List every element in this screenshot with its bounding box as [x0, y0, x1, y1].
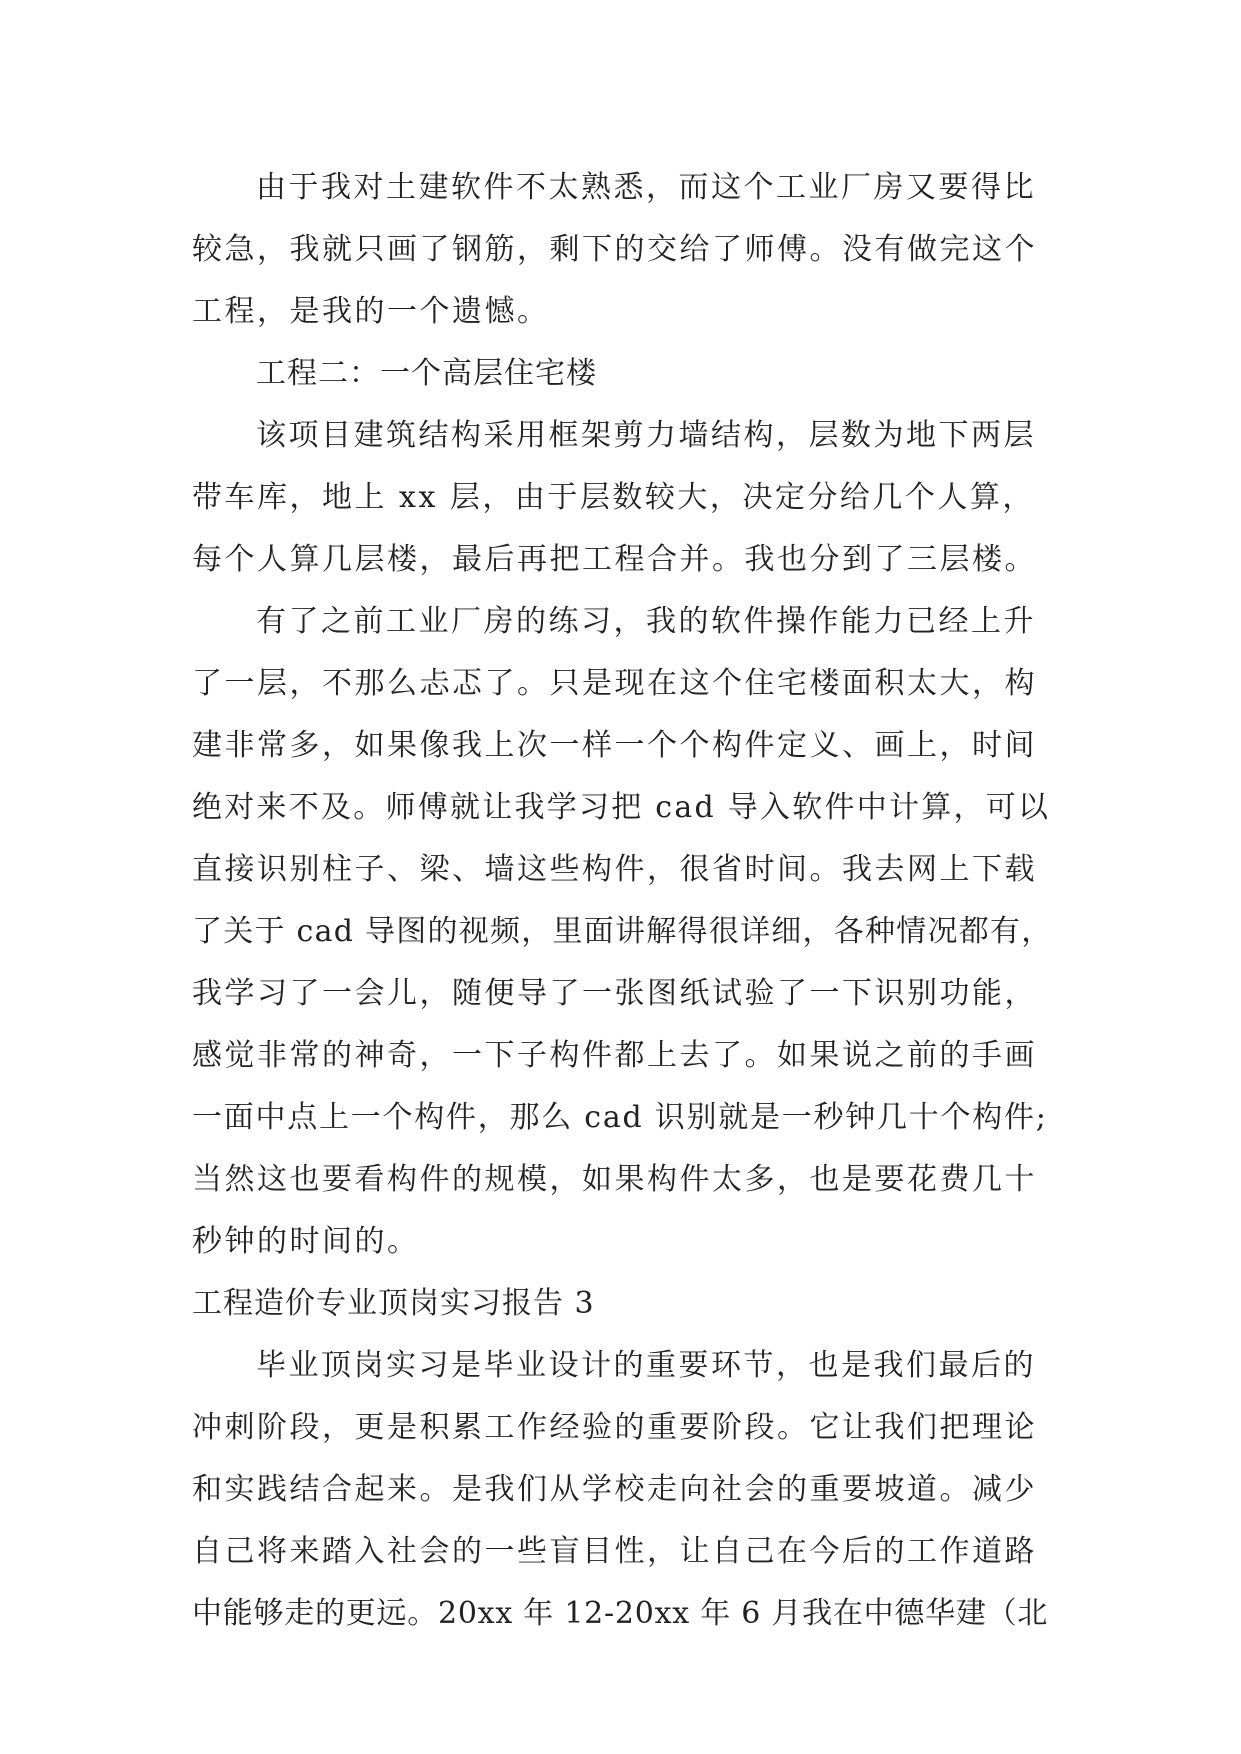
paragraph-line: 我学习了一会儿，随便导了一张图纸试验了一下识别功能， [192, 976, 1037, 1011]
paragraph-line: 建非常多，如果像我上次一样一个个构件定义、画上，时间 [192, 728, 1037, 763]
paragraph-line: 较急，我就只画了钢筋，剩下的交给了师傅。没有做完这个 [192, 232, 1037, 267]
paragraph-line: 冲刺阶段，更是积累工作经验的重要阶段。它让我们把理论 [192, 1410, 1037, 1445]
paragraph-line: 一面中点上一个构件，那么 cad 识别就是一秒钟几十个构件; [192, 1100, 1048, 1135]
section-title: 工程造价专业顶岗实习报告 3 [192, 1286, 595, 1321]
paragraph-line: 工程，是我的一个遗憾。 [192, 294, 550, 329]
paragraph-line: 有了之前工业厂房的练习，我的软件操作能力已经上升 [256, 604, 1036, 639]
paragraph-line: 感觉非常的神奇，一下子构件都上去了。如果说之前的手画 [192, 1038, 1037, 1073]
paragraph-line: 自己将来踏入社会的一些盲目性，让自己在今后的工作道路 [192, 1534, 1037, 1569]
paragraph-line: 带车库，地上 xx 层，由于层数较大，决定分给几个人算， [192, 480, 1035, 515]
paragraph-line: 中能够走的更远。20xx 年 12-20xx 年 6 月我在中德华建（北 [192, 1596, 1049, 1631]
paragraph-line: 了一层，不那么忐忑了。只是现在这个住宅楼面积太大，构 [192, 666, 1037, 701]
project-heading: 工程二：一个高层住宅楼 [256, 356, 597, 391]
paragraph-line: 了关于 cad 导图的视频，里面讲解得很详细，各种情况都有， [192, 914, 1053, 949]
paragraph-line: 直接识别柱子、梁、墙这些构件，很省时间。我去网上下载 [192, 852, 1037, 887]
paragraph-line: 每个人算几层楼，最后再把工程合并。我也分到了三层楼。 [192, 542, 1037, 577]
document-body [192, 157, 1054, 1645]
paragraph-line: 由于我对土建软件不太熟悉，而这个工业厂房又要得比 [256, 170, 1036, 205]
paragraph-line: 和实践结合起来。是我们从学校走向社会的重要坡道。减少 [192, 1472, 1037, 1507]
paragraph-line: 当然这也要看构件的规模，如果构件太多，也是要花费几十 [192, 1162, 1037, 1197]
paragraph-line: 毕业顶岗实习是毕业设计的重要环节，也是我们最后的 [256, 1348, 1036, 1383]
paragraph-line: 该项目建筑结构采用框架剪力墙结构，层数为地下两层 [256, 418, 1036, 453]
paragraph-line: 绝对来不及。师傅就让我学习把 cad 导入软件中计算，可以 [192, 790, 1051, 825]
paragraph-line: 秒钟的时间的。 [192, 1224, 420, 1259]
